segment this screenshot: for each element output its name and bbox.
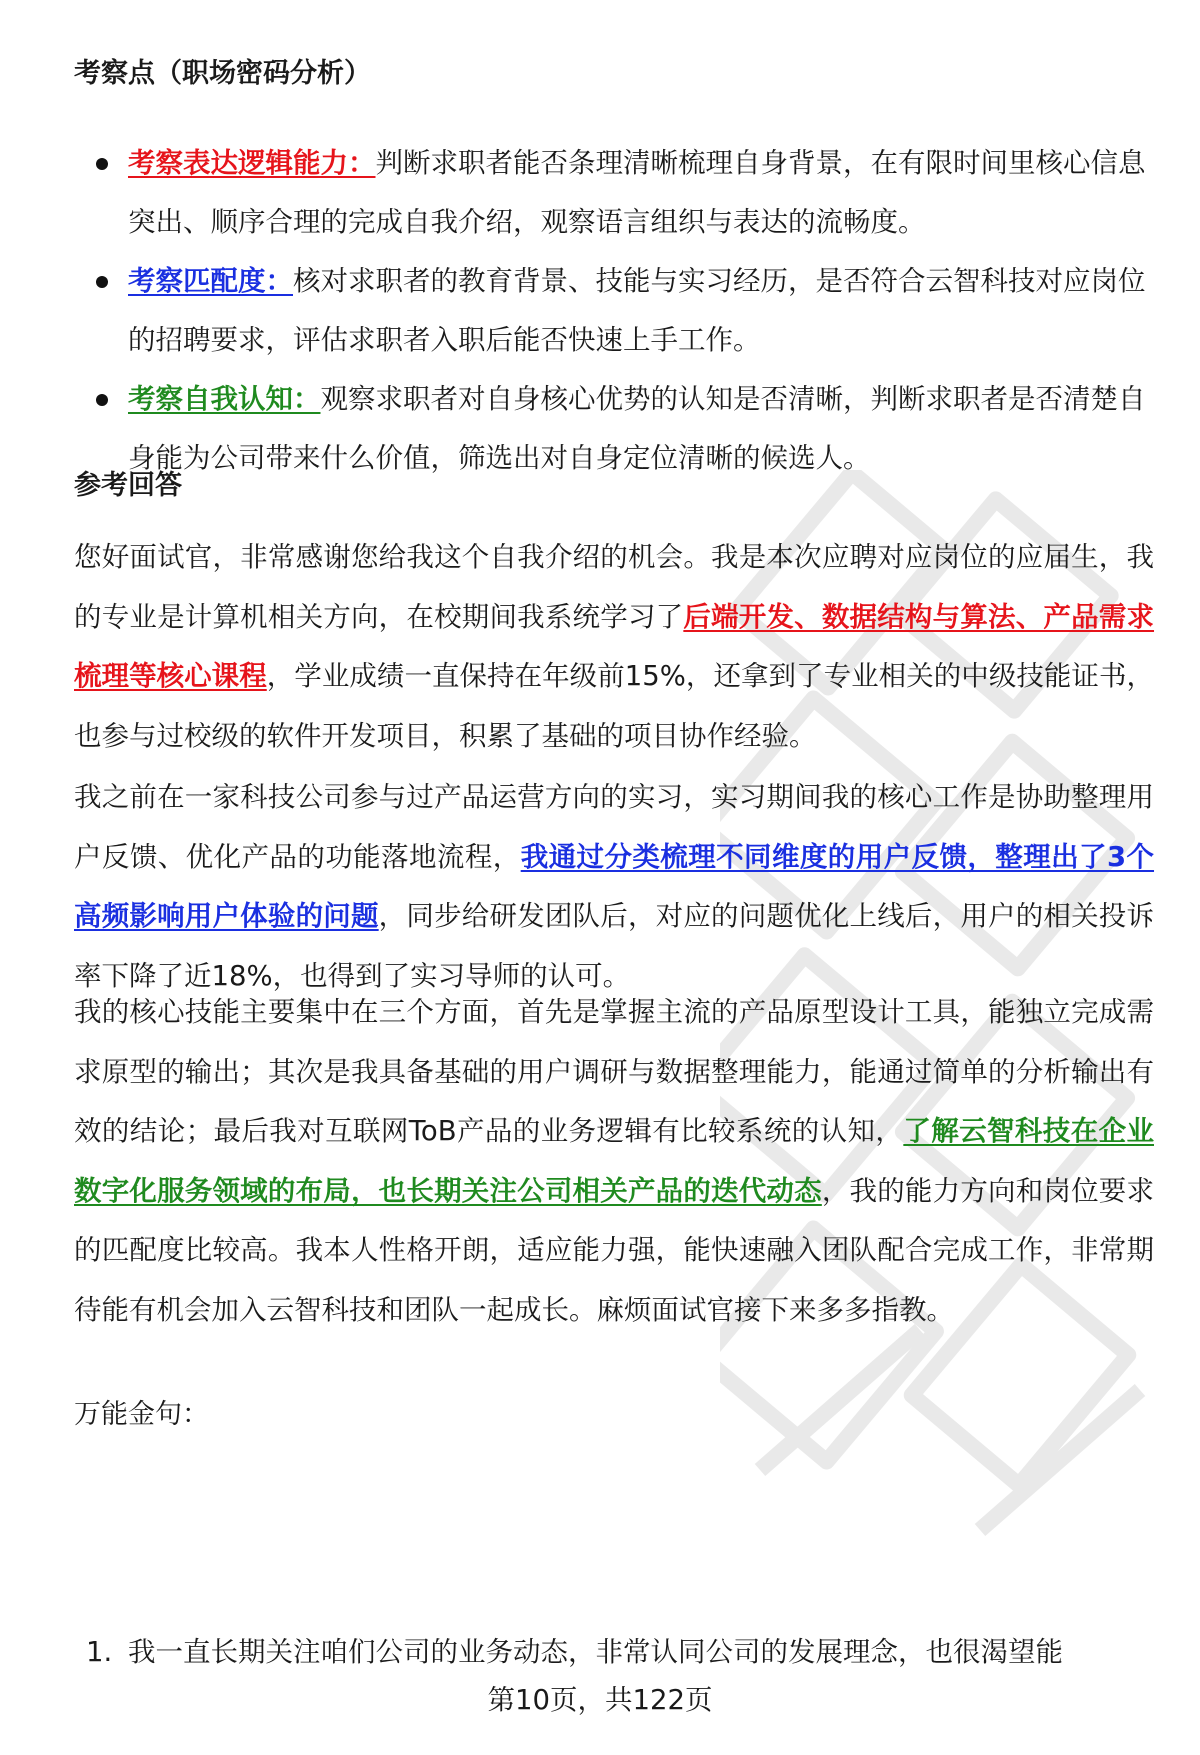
paragraph-text: 我之前在一家科技公司参与过产品运营方向的实习，实习期间我的核心工作是协助整理用户反馈、优化产品的功能落地流程， bbox=[74, 781, 1154, 873]
answer-paragraph-3 bbox=[74, 983, 1154, 1340]
paragraph-text: ，同步给研发团队后，对应的问题优化上线后，用户的相关投诉率下降了近18%，也得到了实习导师的认可。 bbox=[74, 900, 1154, 992]
answer-paragraph-1 bbox=[74, 528, 1154, 766]
keyword-match: 考察匹配度： bbox=[128, 265, 293, 297]
highlight-company-knowledge: 了解云智科技在企业数字化服务领域的布局，也长期关注公司相关产品的迭代动态 bbox=[74, 1115, 1154, 1207]
bullet-dot-icon bbox=[96, 276, 108, 288]
bullet-dot-icon bbox=[96, 394, 108, 406]
answer-paragraph-2 bbox=[74, 768, 1154, 1006]
page-number-footer: 第10页，共122页 bbox=[487, 1684, 713, 1716]
item-text: 核对求职者的教育背景、技能与实习经历，是否符合云智科技对应岗位的招聘要求，评估求职者入职后能否快速上手工作。 bbox=[128, 265, 1146, 356]
keyword-self-awareness: 考察自我认知： bbox=[128, 383, 321, 415]
keyword-logic: 考察表达逻辑能力： bbox=[128, 147, 376, 179]
paragraph-text: ，我的能力方向和岗位要求的匹配度比较高。我本人性格开朗，适应能力强，能快速融入团队配合完成工作，非常期待能有机会加入云智科技和团队一起成长。麻烦面试官接下来多多指教。 bbox=[74, 1174, 1154, 1326]
bullet-dot-icon bbox=[96, 158, 108, 170]
highlight-courses: 后端开发、数据结构与算法、产品需求梳理等核心课程 bbox=[74, 600, 1155, 692]
golden-sentence-list bbox=[74, 1632, 1154, 1672]
list-item bbox=[74, 252, 1154, 370]
list-item bbox=[74, 134, 1154, 252]
paragraph-text: 您好面试官，非常感谢您给我这个自我介绍的机会。我是本次应聘对应岗位的应届生，我的专业是计算机相关方向，在校期间我系统学习了 bbox=[74, 541, 1154, 633]
section-heading-assessment: 考察点（职场密码分析） bbox=[74, 58, 371, 89]
assessment-list bbox=[74, 134, 1154, 488]
highlight-internship: 我通过分类梳理不同维度的用户反馈，整理出了3个高频影响用户体验的问题 bbox=[74, 840, 1155, 932]
paragraph-text: ，学业成绩一直保持在年级前15%，还拿到了专业相关的中级技能证书，也参与过校级的软件开发项目，积累了基础的项目协作经验。 bbox=[74, 660, 1155, 752]
item-text: 我一直长期关注咱们公司的业务动态，非常认同公司的发展理念，也很渴望能 bbox=[128, 1636, 1063, 1668]
item-text: 观察求职者对自身核心优势的认知是否清晰，判断求职者是否清楚自身能为公司带来什么价值，筛选出对自身定位清晰的候选人。 bbox=[128, 383, 1146, 474]
item-number: 1. bbox=[86, 1636, 113, 1668]
section-heading-golden-sentences: 万能金句： bbox=[74, 1399, 209, 1430]
list-item bbox=[74, 370, 1154, 488]
section-heading-reference-answer: 参考回答 bbox=[74, 470, 182, 501]
item-text: 判断求职者能否条理清晰梳理自身背景，在有限时间里核心信息突出、顺序合理的完成自我介绍，观察语言组织与表达的流畅度。 bbox=[128, 147, 1146, 238]
list-item bbox=[74, 1632, 1154, 1672]
paragraph-text: 我的核心技能主要集中在三个方面，首先是掌握主流的产品原型设计工具，能独立完成需求原型的输出；其次是我具备基础的用户调研与数据整理能力，能通过简单的分析输出有效的结论；最后我对互联网ToB产品的业务逻辑有比较系统的认知， bbox=[74, 996, 1154, 1147]
